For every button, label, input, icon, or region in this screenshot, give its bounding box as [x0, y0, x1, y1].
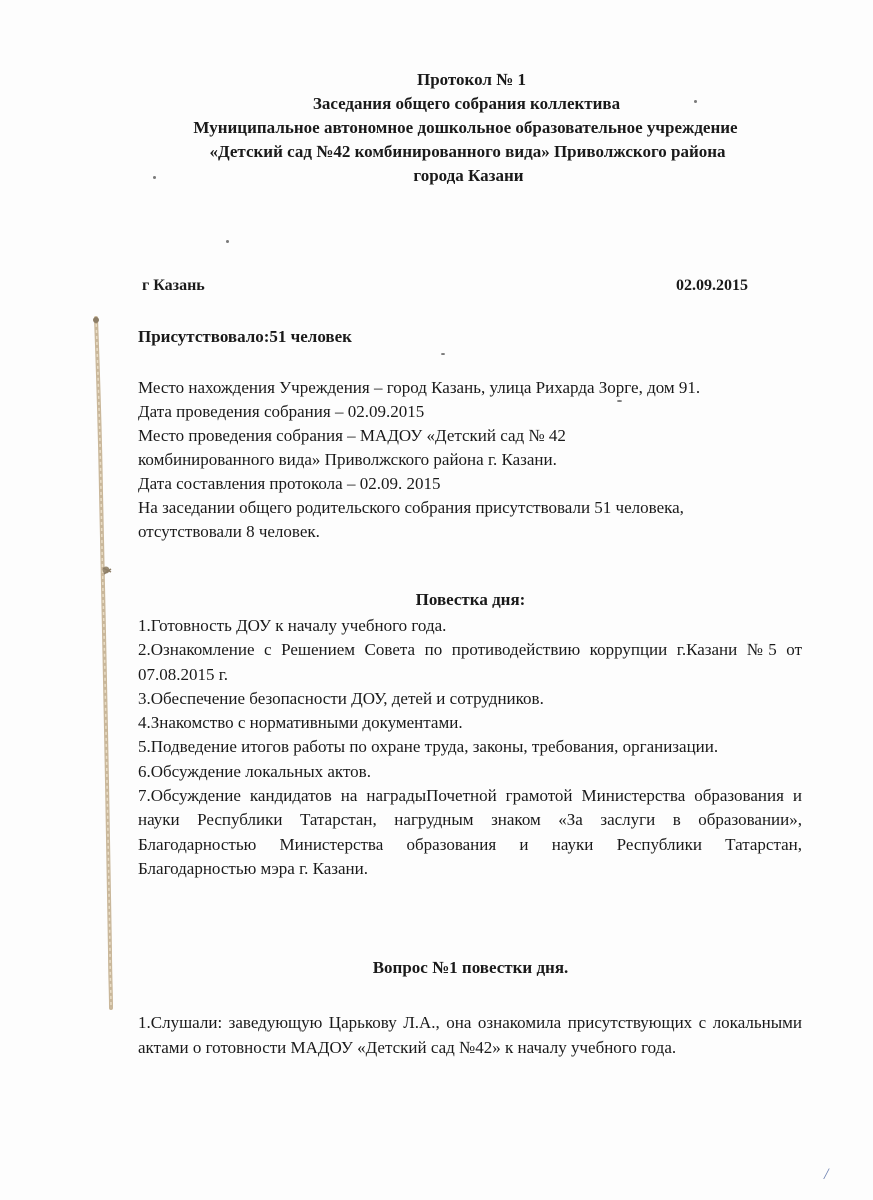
- city-label: г Казань: [142, 277, 205, 294]
- institution-name: «Детский сад №42 комбинированного вида» Приволжского района: [209, 142, 726, 161]
- meeting-info: [138, 376, 804, 544]
- agenda-item: 5.Подведение итогов работы по охране труда, законы, требования, организации.: [138, 737, 719, 757]
- agenda-item: 7.Обсуждение кандидатов на наградыПочетной грамотой Министерства образования и науки Республики Татарстан, нагрудным знаком «За заслуги в образовании», Благодарностью Министерства образования и науки Республики Татарстан, Благодарностью мэра г. Казани.: [138, 786, 802, 878]
- info-location: Место нахождения Учреждения – город Казань, улица Рихарда Зорге, дом 91.: [138, 378, 701, 397]
- info-meeting-date: Дата проведения собрания – 02.09.2015: [138, 402, 425, 421]
- info-present: На заседании общего родительского собрания присутствовали 51 человека,: [138, 498, 684, 517]
- scan-speck: [617, 400, 622, 402]
- attendance-heading: Присутствовало:51 человек: [138, 327, 352, 346]
- info-venue-continued: комбинированного вида» Приволжского района г. Казани.: [138, 450, 557, 469]
- document-date: 02.09.2015: [676, 277, 748, 294]
- agenda-item: 2.Ознакомление с Решением Совета по противодействию коррупции г.Казани №5 от 07.08.2015 г.: [138, 640, 802, 684]
- agenda-item: 6.Обсуждение локальных актов.: [138, 761, 371, 781]
- protocol-title: Протокол № 1: [416, 70, 527, 89]
- info-absent: отсутствовали 8 человек.: [138, 522, 320, 541]
- document-header: [0, 68, 873, 188]
- info-venue: Место проведения собрания – МАДОУ «Детский сад № 42: [138, 426, 566, 445]
- institution-type: Муниципальное автономное дошкольное образовательное учреждение: [193, 118, 738, 137]
- agenda-list: [138, 614, 802, 881]
- agenda-item: 1.Готовность ДОУ к началу учебного года.: [138, 616, 447, 635]
- meeting-title: Заседания общего собрания коллектива: [312, 94, 621, 113]
- scan-speck: [694, 100, 697, 103]
- info-protocol-date: Дата составления протокола – 02.09. 2015: [138, 474, 441, 493]
- page-mark: /: [824, 1166, 829, 1183]
- question-1-title: Вопрос №1 повестки дня.: [372, 958, 569, 977]
- institution-city: города Казани: [413, 166, 524, 185]
- agenda-title: Повестка дня:: [415, 590, 526, 609]
- agenda-item: 3.Обеспечение безопасности ДОУ, детей и сотрудников.: [138, 688, 544, 708]
- scan-speck: [226, 240, 229, 243]
- binding-thread-icon: [84, 312, 124, 1012]
- scan-speck: [441, 353, 445, 355]
- question-1-body: 1.Слушали: заведующую Царькову Л.А., она ознакомила присутствующих с локальными актами о готовности МАДОУ «Детский сад №42» к началу учебного года.: [138, 1013, 802, 1057]
- agenda-item: 4.Знакомство с нормативными документами.: [138, 713, 463, 733]
- scan-speck: [153, 176, 156, 179]
